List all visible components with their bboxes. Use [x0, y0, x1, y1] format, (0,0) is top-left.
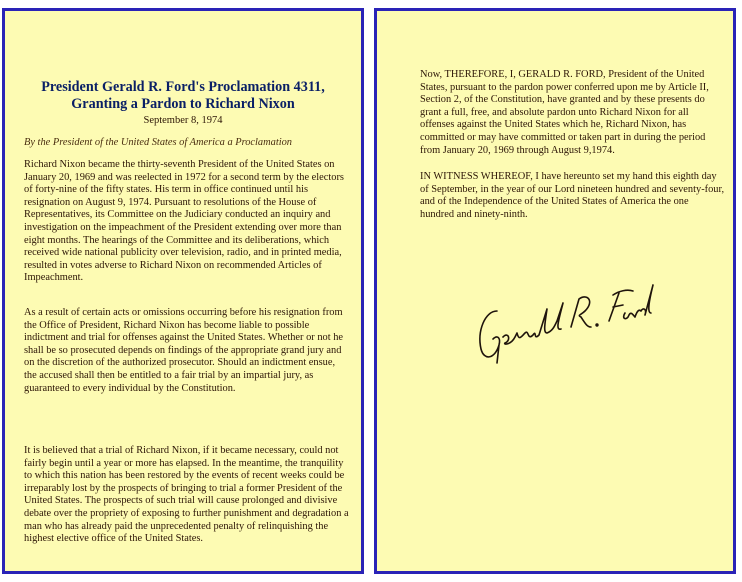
- left-document-page: [2, 8, 364, 574]
- right-document-page: [374, 8, 736, 574]
- witness-paragraph: IN WITNESS WHEREOF, I have hereunto set my hand this eighth day of September, in the year of our Lord nineteen hundred and seventy-four, and of the Independence of the United States of America the one hundred and ninety-ninth.: [420, 171, 725, 220]
- paragraph-1: Richard Nixon became the thirty-seventh President of the United States on January 20, 1969 and was reelected in 1972 for a second term by the electors of forty-nine of the fifty states. His term in office continued until his resignation on August 9, 1974. Pursuant to resolutions of the House of Representatives, its Committee on the Judiciary conducted an inquiry and investigation on the impeachment of the President extending over more than eight months. The hearings of the Committee and its deliberations, which received wide national publicity over television, radio, and in printed media, resulted in votes adverse to Richard Nixon on recommended Articles of Impeachment.: [24, 159, 344, 284]
- paragraph-2: As a result of certain acts or omissions occurring before his resignation from the Office of President, Richard Nixon has become liable to possible indictment and trial for offenses against the United States. Whether or not he shall be so prosecuted depends on findings of the appropriate grand jury and on the discretion of the authorized prosecutor. Should an indictment ensue, the accused shall then be entitled to a fair trial by an impartial jury, as guaranteed to every individual by the Constitution.: [24, 307, 344, 394]
- paragraph-3: It is believed that a trial of Richard Nixon, if it became necessary, could not fairly begin until a year or more has elapsed. In the meantime, the tranquility to which this nation has been restored by the events of recent weeks could be irreparably lost by the prospects of bringing to trial a former President of the United States. The prospects of such trial will cause prolonged and divisive debate over the propriety of exposing to further punishment and degradation a man who has already paid the unprecedented penalty of relinquishing the highest elective office of the United States.: [24, 445, 349, 545]
- pardon-paragraph: Now, THEREFORE, I, GERALD R. FORD, President of the United States, pursuant to the pardon power conferred upon me by Article II, Section 2, of the Constitution, have granted and by these presents do grant a full, free, and absolute pardon unto Richard Nixon for all offenses against the United States which he, Richard Nixon, has committed or may have committed or taken part in during the period from January 20, 1969 through August 9,1974.: [420, 69, 709, 156]
- title-line-2: Granting a Pardon to Richard Nixon: [71, 96, 295, 112]
- proclamation-byline: By the President of the United States of America a Proclamation: [24, 137, 292, 148]
- title-line-1: President Gerald R. Ford's Proclamation 4311,: [41, 79, 325, 95]
- proclamation-date: September 8, 1974: [143, 115, 223, 126]
- signature-image: [467, 271, 657, 371]
